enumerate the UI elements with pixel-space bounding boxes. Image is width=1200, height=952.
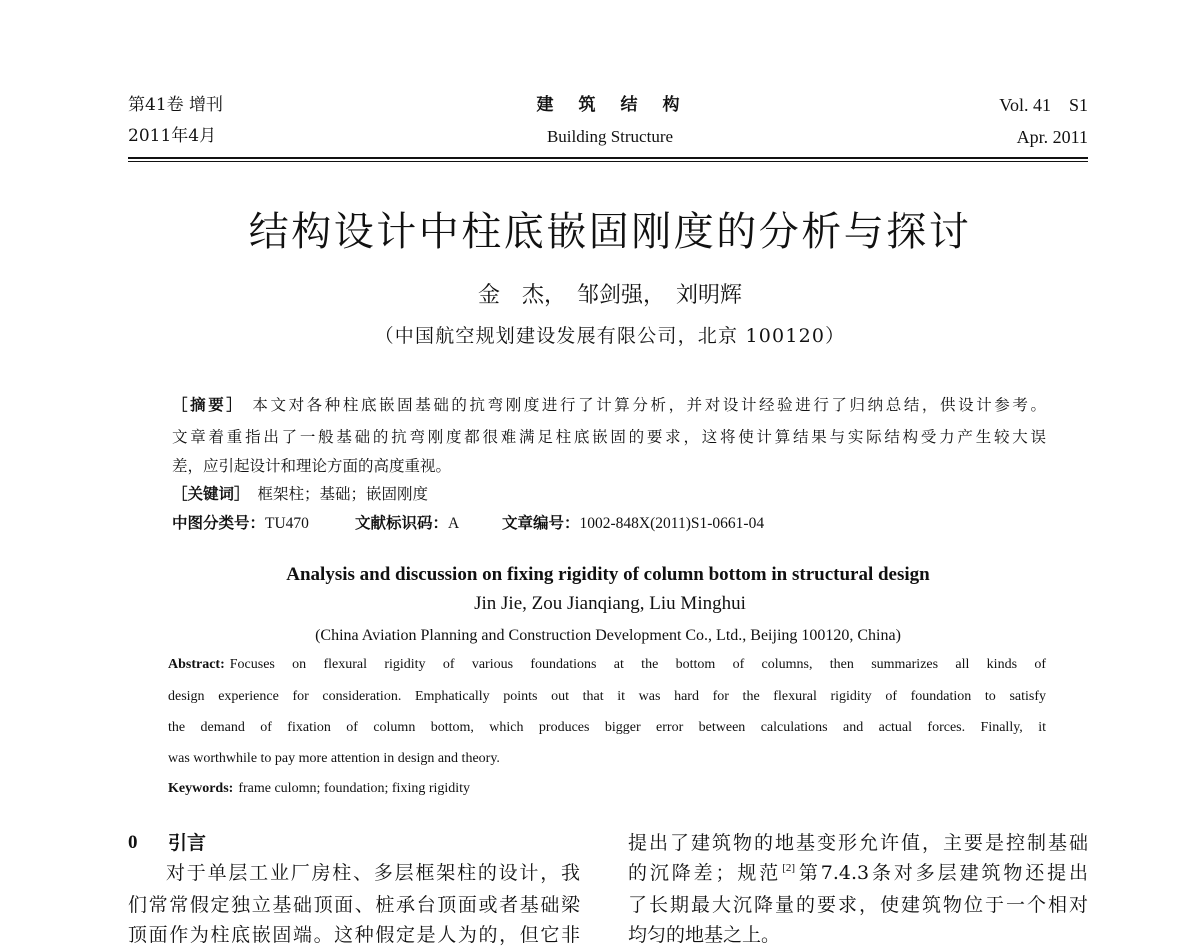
document-code — [355, 513, 459, 534]
keywords-cn — [172, 484, 428, 504]
abstract-en-line: design experience for consideration. Emphatically points out that it was hard for the flexural rigidity of foundation to satisfy — [168, 689, 1046, 704]
paper-title-en: Analysis and discussion on fixing rigidity of column bottom in structural design — [286, 564, 930, 585]
document-code-label: 文献标识码： — [355, 513, 449, 532]
abstract-cn-text: 本文对各种柱底嵌固基础的抗弯刚度进行了计算分析，并对设计经验进行了归纳总结，供设计参考。 — [252, 396, 1046, 414]
abstract-cn-line — [172, 395, 1046, 415]
journal-name-cn: 建 筑 结 构 — [536, 95, 684, 115]
body-left-line: 顶面作为柱底嵌固端。这种假定是人为的，但它非 — [128, 924, 580, 946]
clc-value: TU470 — [265, 515, 309, 532]
header-date-en: Apr. 2011 — [1016, 127, 1088, 147]
keywords-en — [168, 779, 1046, 799]
abstract-cn-line: 差，应引起设计和理论方面的高度重视。 — [172, 457, 452, 475]
clc-label: 中图分类号： — [172, 513, 266, 532]
keywords-en-label: Keywords: — [168, 781, 234, 796]
abstract-en-line: was worthwhile to pay more attention in design and theory. — [168, 751, 500, 766]
body-right-text: 第7.4.3条对多层建筑物还提出 — [796, 862, 1088, 884]
body-right-text: 的沉降差；规范 — [628, 862, 782, 884]
abstract-en-text: Focuses on flexural rigidity of various foundations at the bottom of columns, then summarizes all kinds of — [229, 657, 1046, 672]
body-right-line: 了长期最大沉降量的要求，使建筑物位于一个相对 — [628, 894, 1088, 916]
authors-cn: 金 杰， 邹剑强， 刘明辉 — [477, 283, 742, 308]
authors-en: Jin Jie, Zou Jianqiang, Liu Minghui — [474, 593, 746, 614]
section-title: 引言 — [168, 832, 207, 854]
header-date: 2011年4月 — [128, 126, 217, 146]
keywords-cn-label: ［关键词］ — [172, 484, 250, 503]
article-number — [502, 513, 764, 534]
body-right-line: 均匀的地基之上。 — [628, 924, 781, 946]
citation-ref: [2] — [782, 862, 796, 874]
header-rule-thin — [128, 161, 1088, 162]
body-right-line: 提出了建筑物的地基变形允许值，主要是控制基础 — [628, 832, 1088, 854]
header-volume: 第41卷 增刊 — [128, 95, 224, 115]
abstract-cn-line: 文章着重指出了一般基础的抗弯刚度都很难满足柱底嵌固的要求，这将使计算结果与实际结构受力产生较大误 — [172, 428, 1046, 446]
article-number-value: 1002-848X(2011)S1-0661-04 — [579, 515, 765, 532]
abstract-en-line: the demand of fixation of column bottom, which produces bigger error between calculations and actual forces. Finally, it — [168, 720, 1046, 735]
document-code-value: A — [448, 515, 460, 532]
paper-title-cn: 结构设计中柱底嵌固刚度的分析与探讨 — [248, 209, 972, 255]
journal-name-en: Building Structure — [546, 127, 674, 146]
affiliation-cn: （中国航空规划建设发展有限公司，北京 100120） — [374, 325, 846, 347]
keywords-en-text: frame culomn; foundation; fixing rigidity — [238, 781, 471, 796]
header-volume-en: Vol. 41 S1 — [999, 95, 1088, 115]
affiliation-en: (China Aviation Planning and Construction Development Co., Ltd., Beijing 100120, China) — [315, 627, 901, 644]
abstract-cn-label: ［摘要］ — [172, 395, 245, 414]
body-left-line: 对于单层工业厂房柱、多层框架柱的设计，我 — [166, 862, 580, 884]
body-right-line — [628, 861, 1088, 888]
keywords-cn-text: 框架柱；基础；嵌固刚度 — [257, 485, 429, 503]
article-number-label: 文章编号： — [502, 513, 580, 532]
abstract-en-label: Abstract: — [168, 657, 225, 672]
header-rule-thick — [128, 157, 1088, 159]
clc-number — [172, 513, 309, 534]
body-left-line: 们常常假定独立基础顶面、桩承台顶面或者基础梁 — [128, 894, 580, 916]
abstract-en-line — [168, 655, 1046, 675]
section-number: 0 — [128, 832, 138, 853]
